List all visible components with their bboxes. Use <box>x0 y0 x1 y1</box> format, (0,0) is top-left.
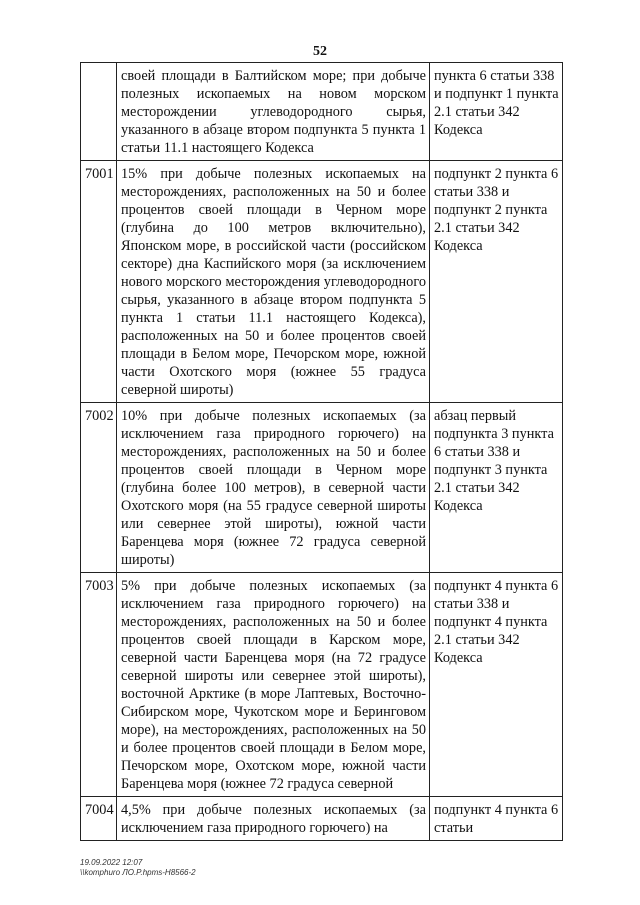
document-footer <box>80 858 196 878</box>
row-reference: подпункт 4 пункта 6 статьи 338 и подпункт 4 пункта 2.1 статьи 342 Кодекса <box>430 573 563 797</box>
row-description: 10% при добыче полезных ископаемых (за исключением газа природного горючего) на месторождениях, расположенных на 50 и более процентов своей площади в Черном море (глубина более 100 метров), в северной части Охотского моря (на 55 градусе северной широты или севернее этой широты), южной части Баренцева моря (южнее 72 градуса северной широты) <box>117 403 430 573</box>
table-row <box>81 797 563 841</box>
row-code: 7004 <box>81 797 117 841</box>
row-code <box>81 63 117 161</box>
table-row <box>81 161 563 403</box>
row-code: 7003 <box>81 573 117 797</box>
table-row <box>81 403 563 573</box>
row-description: 4,5% при добыче полезных ископаемых (за исключением газа природного горючего) на <box>117 797 430 841</box>
table-row <box>81 63 563 161</box>
row-reference: подпункт 4 пункта 6 статьи <box>430 797 563 841</box>
footer-timestamp: 19.09.2022 12:07 <box>80 858 143 867</box>
tax-rate-table <box>80 62 563 841</box>
row-reference: подпункт 2 пункта 6 статьи 338 и подпункт 2 пункта 2.1 статьи 342 Кодекса <box>430 161 563 403</box>
row-description: 5% при добыче полезных ископаемых (за исключением газа природного горючего) на месторождениях, расположенных на 50 и более процентов своей площади в Карском море, северной части Баренцева моря (на 72 градусе северной широты или севернее этой широты), восточной Арктике (в море Лаптевых, Восточно-Сибирском море, Чукотском море и Беринговом море), на месторождениях, расположенных на 50 и более процентов своей площади в Белом море, Печорском море, Охотском море, южной части Баренцева моря (южнее 72 градуса северной <box>117 573 430 797</box>
footer-document-id: \\komphuro ЛО.P.hpms-H8566-2 <box>80 868 196 877</box>
row-reference: абзац первый подпункта 3 пункта 6 статьи 338 и подпункт 3 пункта 2.1 статьи 342 Кодекса <box>430 403 563 573</box>
row-code: 7001 <box>81 161 117 403</box>
row-reference: пункта 6 статьи 338 и подпункт 1 пункта 2.1 статьи 342 Кодекса <box>430 63 563 161</box>
row-description: своей площади в Балтийском море; при добыче полезных ископаемых на новом морском месторождении углеводородного сырья, указанного в абзаце втором подпункта 5 пункта 1 статьи 11.1 настоящего Кодекса <box>117 63 430 161</box>
table-row <box>81 573 563 797</box>
page-number: 52 <box>313 44 327 59</box>
row-description: 15% при добыче полезных ископаемых на месторождениях, расположенных на 50 и более процентов своей площади в Черном море (глубина до 100 метров включительно), Японском море, в российской части (российском секторе) дна Каспийского моря (за исключением нового морского месторождения углеводородного сырья, указанного в абзаце втором подпункта 5 пункта 1 статьи 11.1 настоящего Кодекса), расположенных на 50 и более процентов своей площади в Белом море, Печорском море, южной части Охотского моря (южнее 55 градуса северной широты) <box>117 161 430 403</box>
row-code: 7002 <box>81 403 117 573</box>
